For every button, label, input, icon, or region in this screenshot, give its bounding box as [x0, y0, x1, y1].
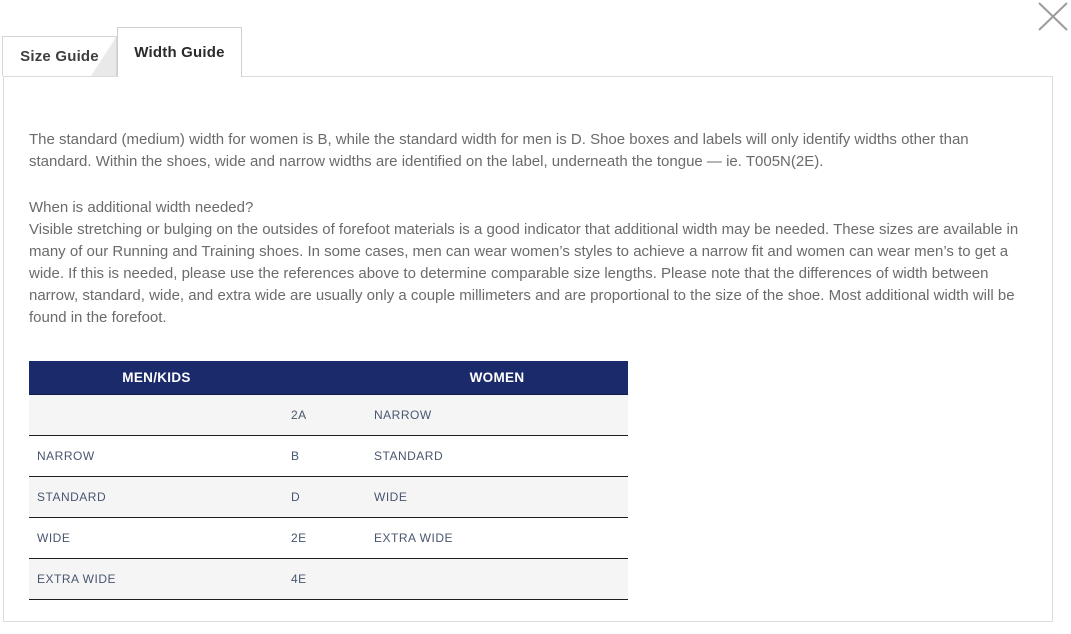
table-row — [29, 476, 628, 517]
table-cell-women — [366, 558, 628, 599]
table-cell-width-code: 2A — [284, 394, 366, 435]
table-cell-men-kids: EXTRA WIDE — [29, 558, 284, 599]
tab-width-guide-label: Width Guide — [134, 44, 225, 61]
tab-size-guide-label: Size Guide — [20, 48, 99, 65]
table-row — [29, 394, 628, 435]
tab-width-guide[interactable] — [117, 27, 242, 77]
table-row — [29, 517, 628, 558]
table-cell-women: EXTRA WIDE — [366, 517, 628, 558]
width-guide-panel — [3, 76, 1053, 622]
table-cell-women: NARROW — [366, 394, 628, 435]
table-cell-width-code: B — [284, 435, 366, 476]
tab-size-guide[interactable] — [2, 36, 117, 76]
table-cell-width-code: D — [284, 476, 366, 517]
table-row — [29, 558, 628, 599]
table-row — [29, 435, 628, 476]
table-cell-men-kids: NARROW — [29, 435, 284, 476]
table-cell-men-kids: STANDARD — [29, 476, 284, 517]
table-header-women: WOMEN — [366, 361, 628, 394]
table-cell-width-code: 2E — [284, 517, 366, 558]
table-header-spacer — [284, 361, 366, 394]
table-cell-men-kids: WIDE — [29, 517, 284, 558]
table-header-men-kids: MEN/KIDS — [29, 361, 284, 394]
intro-paragraph: The standard (medium) width for women is B, while the standard width for men is D. Shoe boxes and labels will only identify widths other than standard. Within the shoes, wide and narrow widths are identified on the label, underneath the tongue — ie. T005N(2E). — [29, 131, 969, 170]
table-cell-men-kids — [29, 394, 284, 435]
close-button[interactable] — [1034, 0, 1071, 36]
table-cell-women: WIDE — [366, 476, 628, 517]
table-header-row — [29, 361, 628, 394]
question-heading: When is additional width needed? — [29, 199, 254, 216]
width-comparison-table — [29, 361, 628, 600]
table-cell-width-code: 4E — [284, 558, 366, 599]
table-cell-women: STANDARD — [366, 435, 628, 476]
close-icon — [1035, 0, 1071, 34]
question-body: Visible stretching or bulging on the outsides of forefoot materials is a good indicator that additional width may be needed. These sizes are available in many of our Running and Training shoes. In some cases, men can wear women’s styles to achieve a narrow fit and women can wear men’s to get a wide. If this is needed, please use the references above to determine comparable size lengths. Please note that the differences of width between narrow, standard, wide, and extra wide are usually only a couple millimeters and are proportional to the size of the shoe. Most additional width will be found in the forefoot. — [29, 221, 1019, 326]
